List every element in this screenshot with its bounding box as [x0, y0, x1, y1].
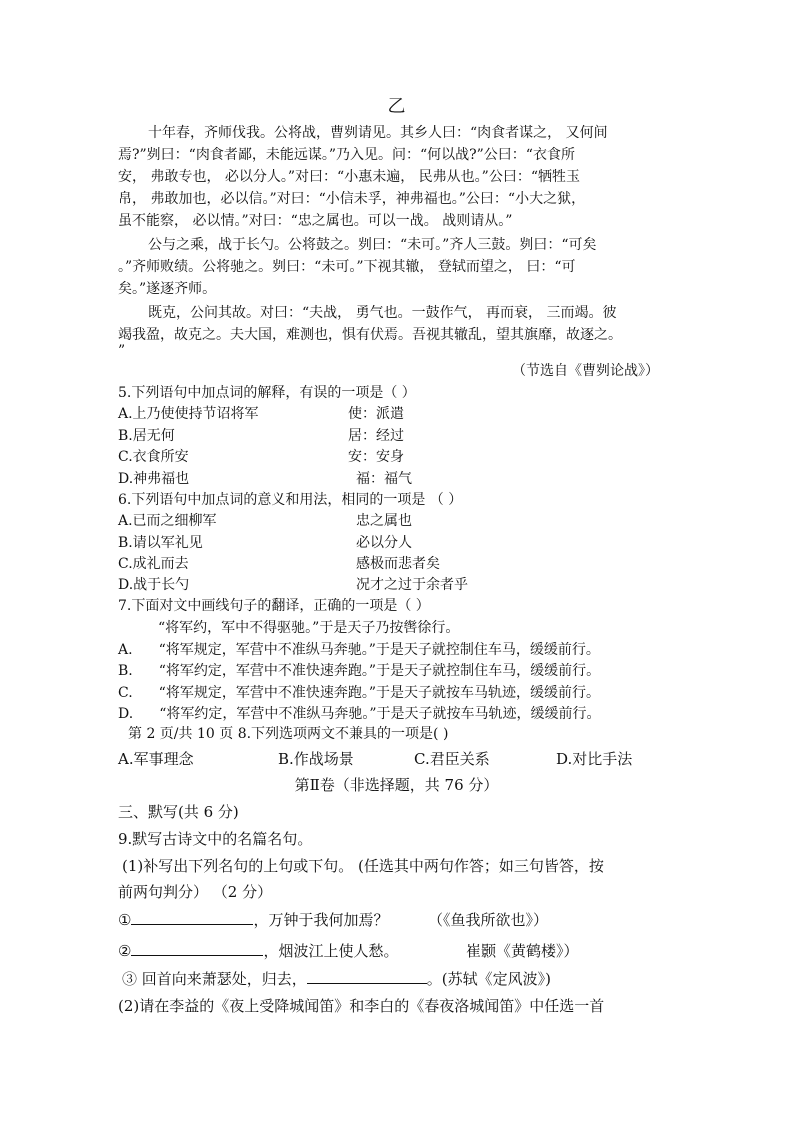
q9-sub1-instructions-cont: 前两句判分） （2 分）: [118, 883, 273, 901]
answer-blank[interactable]: [307, 970, 427, 984]
q7-quote: “将军约，军中不得驱驰。”于是天子乃按辔徐行。: [158, 620, 460, 636]
q6-option-a-pair: 忠之属也: [356, 513, 412, 529]
q5-option-b-note: 居：经过: [348, 428, 404, 444]
q8-option-d: D.对比手法: [556, 750, 633, 768]
q7-option-c: C. “将军规定，军营中不准快速奔跑。”于是天子就按车马轨迹，缓缓前行。: [118, 685, 600, 701]
answer-blank[interactable]: [131, 911, 253, 925]
passage-line: 虽不能察， 必以情。”对曰：“忠之属也。可以一战。 战则请从。”: [118, 213, 513, 229]
q8-option-a: A.军事理念: [118, 750, 194, 768]
question-5-stem: 5.下列语句中加点词的解释，有误的一项是（ ）: [118, 385, 416, 401]
q6-option-d-pair: 况才之过于余者乎: [356, 577, 468, 593]
passage-title: 乙: [387, 96, 406, 117]
q9-item-3: ③ 回首向来萧瑟处，归去， 。(苏轼《定风波》): [122, 970, 552, 988]
q9-item-2-source: 崔颢《黄鹤楼》）: [466, 942, 579, 960]
question-7-stem: 7.下面对文中画线句子的翻译，正确的一项是（ ）: [118, 598, 430, 614]
passage-line: 公与之乘，战于长勺。公将鼓之。刿曰：“未可。”齐人三鼓。刿曰：“可矣: [148, 237, 597, 253]
passage-line: 安， 弗敢专也， 必以分人。”对曰：“小惠未遍， 民弗从也。”公曰：“牺牲玉: [118, 169, 580, 185]
q5-option-b: B.居无何: [118, 428, 175, 444]
passage-source: （节选自《曹刿论战》）: [512, 363, 659, 379]
answer-blank[interactable]: [131, 942, 263, 956]
q8-option-c: C.君臣关系: [414, 750, 490, 768]
q9-sub1-instructions: (1)补写出下列名句的上句或下句。 (任选其中两句作答；如三句皆答，按: [122, 857, 604, 875]
q9-item-2: ② ，烟波江上使人愁。: [118, 942, 399, 960]
q7-option-d: D. “将军约定，军营中不准纵马奔驰。”于是天子就按车马轨迹，缓缓前行。: [118, 706, 601, 722]
q9-item-1-source: （《鱼我所欲也》）: [428, 911, 549, 929]
q7-option-b: B. “将军约定，军营中不准快速奔跑。”于是天子就控制住车马，缓缓前行。: [118, 663, 601, 679]
passage-line: 焉?”刿曰：“肉食者鄙，未能远谋。”乃入见。问：“何以战?”公曰：“衣食所: [118, 147, 575, 163]
passage-line: 十年春，齐师伐我。公将战，曹刿请见。其乡人曰：“肉食者谋之， 又何间: [148, 125, 608, 141]
question-8-stem: 第 2 页/共 10 页 8.下列选项两文不兼具的一项是( ): [128, 726, 449, 742]
q6-option-b-pair: 必以分人: [356, 535, 412, 551]
q5-option-d: D.神弗福也: [118, 471, 190, 487]
passage-line: ”: [118, 343, 126, 359]
passage-line: 竭我盈，故克之。夫大国，难测也，惧有伏焉。吾视其辙乱，望其旗靡，故逐之。: [118, 327, 622, 343]
question-9-stem: 9.默写古诗文中的名篇名句。: [118, 830, 313, 848]
q9-sub2: (2)请在李益的《夜上受降城闻笛》和李白的《春夜洛城闻笛》中任选一首: [118, 997, 605, 1015]
q5-option-a-note: 使：派遣: [348, 406, 404, 422]
passage-line: 矣。”遂逐齐师。: [118, 281, 217, 297]
q6-option-b: B.请以军礼见: [118, 535, 203, 551]
q7-option-a: A. “将军规定，军营中不准纵马奔驰。”于是天子就控制住车马，缓缓前行。: [118, 642, 600, 658]
q6-option-c: C.成礼而去: [118, 556, 189, 572]
q6-option-c-pair: 感极而悲者矣: [356, 556, 440, 572]
q5-option-d-note: 福：福气: [356, 471, 412, 487]
passage-line: 既克，公问其故。对曰：“夫战， 勇气也。一鼓作气， 再而衰， 三而竭。彼: [148, 305, 617, 321]
question-6-stem: 6.下列语句中加点词的意义和用法，相同的一项是 （ ）: [118, 492, 463, 508]
passage-line: 帛， 弗敢加也，必以信。”对曰：“小信未孚，神弗福也。”公曰：“小大之狱，: [118, 191, 586, 207]
q6-option-a: A.已而之细柳军: [118, 513, 217, 529]
section-2-heading: 第Ⅱ卷（非选择题，共 76 分）: [294, 776, 499, 794]
q5-option-c-note: 安：安身: [348, 449, 404, 465]
q5-option-a: A.上乃使使持节诏将军: [118, 406, 259, 422]
q6-option-d: D.战于长勺: [118, 577, 190, 593]
q5-option-c: C.衣食所安: [118, 449, 189, 465]
passage-line: 。”齐师败绩。公将驰之。刿曰：“未可。”下视其辙， 登轼而望之， 曰：“可: [118, 259, 576, 275]
q9-item-1: ① ，万钟于我何加焉？: [118, 911, 389, 929]
section-3-heading: 三、默写(共 6 分): [118, 803, 239, 821]
q8-option-b: B.作战场景: [278, 750, 354, 768]
